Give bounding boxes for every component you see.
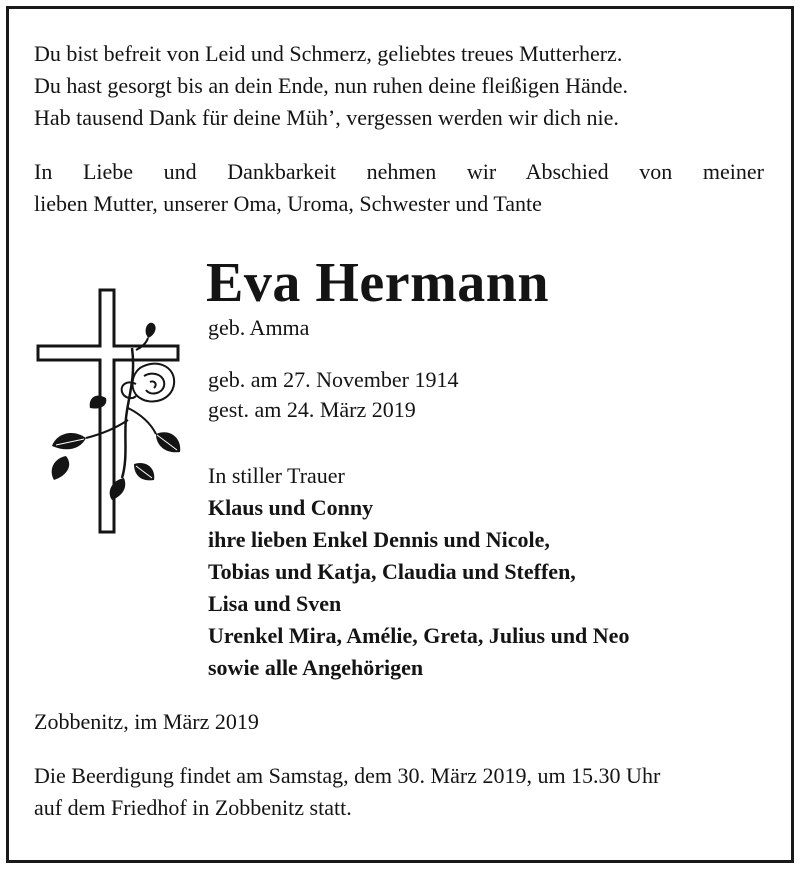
- mourner-line-2: ihre lieben Enkel Dennis und Nicole,: [208, 527, 550, 552]
- maiden-name: geb. Amma: [208, 315, 310, 340]
- birth-date: geb. am 27. November 1914: [208, 367, 459, 392]
- funeral-line-2: auf dem Friedhof in Zobbenitz statt.: [34, 795, 352, 820]
- mourner-line-4: Lisa und Sven: [208, 591, 342, 616]
- mourner-line-1: Klaus und Conny: [208, 495, 374, 520]
- mourner-line-3: Tobias und Katja, Claudia und Steffen,: [208, 559, 576, 584]
- mourners-heading: In stiller Trauer: [208, 463, 345, 488]
- deceased-name: Eva Hermann: [206, 252, 550, 314]
- verse-line-3: Hab tausend Dank für deine Müh’, vergessen werden wir dich nie.: [34, 105, 619, 130]
- mourner-line-5: Urenkel Mira, Amélie, Greta, Julius und Neo: [208, 623, 630, 648]
- cross-with-rose-icon: [36, 288, 186, 538]
- mourner-line-6: sowie alle Angehörigen: [208, 655, 424, 680]
- place-date: Zobbenitz, im März 2019: [34, 709, 259, 734]
- death-date: gest. am 24. März 2019: [208, 397, 416, 422]
- verse-line-2: Du hast gesorgt bis an dein Ende, nun ruhen deine fleißigen Hände.: [34, 73, 629, 98]
- funeral-line-1: Die Beerdigung findet am Samstag, dem 30. März 2019, um 15.30 Uhr: [34, 763, 661, 788]
- intro-line-2: lieben Mutter, unserer Oma, Uroma, Schwester und Tante: [34, 191, 542, 216]
- verse-line-1: Du bist befreit von Leid und Schmerz, geliebtes treues Mutterherz.: [34, 41, 623, 66]
- intro-line-1: In Liebe und Dankbarkeit nehmen wir Abschied von meiner: [34, 159, 764, 184]
